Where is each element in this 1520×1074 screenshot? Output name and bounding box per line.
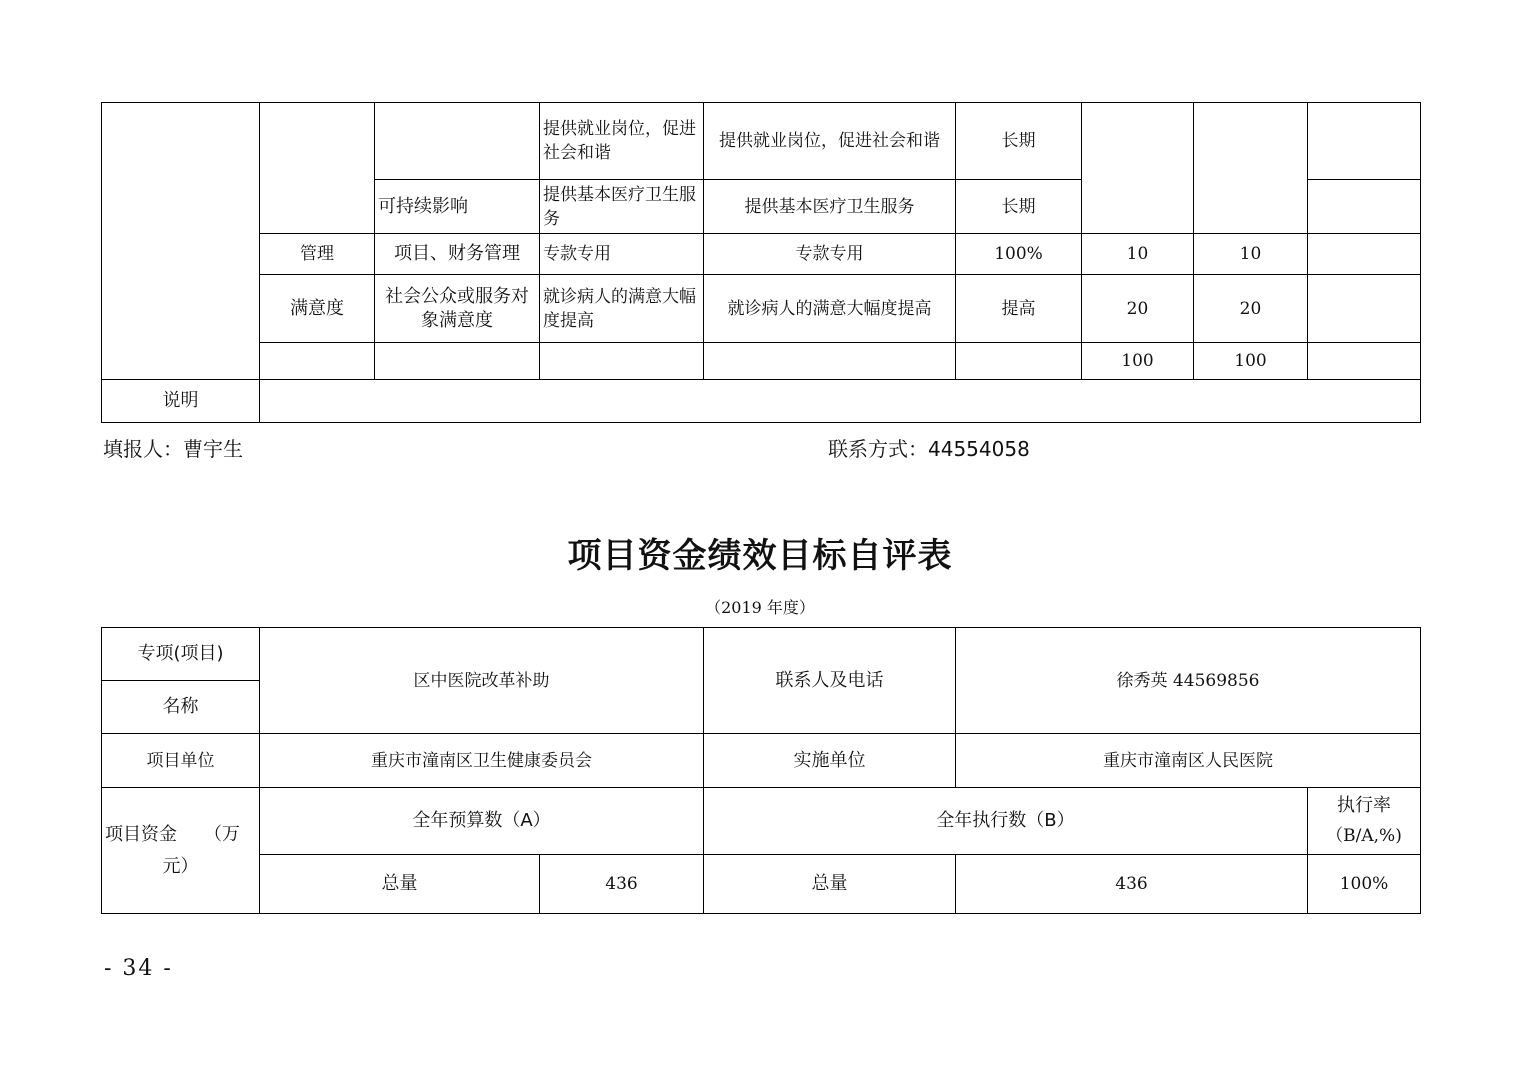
- value-cell: [956, 343, 1082, 380]
- execution-rate-value: 100%: [1308, 855, 1421, 914]
- execution-total-label: 总量: [704, 855, 956, 914]
- target-cell: [540, 343, 704, 380]
- project-name-label: 专项(项目): [102, 628, 260, 681]
- budget-total-label: 总量: [260, 855, 540, 914]
- note-cell: [1308, 234, 1421, 275]
- score-cell: 20: [1194, 275, 1308, 343]
- execution-total-value: 436: [956, 855, 1308, 914]
- note-cell: [1308, 180, 1421, 234]
- subcategory-cell: [260, 103, 375, 234]
- explanation-label: 说明: [102, 380, 260, 423]
- indicator-cell: [375, 343, 540, 380]
- unit-label: 项目单位: [102, 734, 260, 788]
- target-cell: 专款专用: [540, 234, 704, 275]
- actual-cell: [704, 343, 956, 380]
- rate-header-line1: 执行率: [1337, 795, 1391, 816]
- fund-label-line1: 项目资金 （万: [105, 823, 240, 845]
- target-cell: 就诊病人的满意大幅度提高: [540, 275, 704, 343]
- unit-value: 重庆市潼南区卫生健康委员会: [260, 734, 704, 788]
- value-cell: 提高: [956, 275, 1082, 343]
- note-cell: [1308, 275, 1421, 343]
- implementing-unit-value: 重庆市潼南区人民医院: [956, 734, 1421, 788]
- execution-header: 全年执行数（B）: [704, 788, 1308, 855]
- weight-cell: 20: [1082, 275, 1194, 343]
- year-subtitle: （2019 年度）: [705, 598, 815, 617]
- filler-name: 填报人：曹宇生: [103, 437, 243, 461]
- actual-cell: 就诊病人的满意大幅度提高: [704, 275, 956, 343]
- explanation-value: [260, 380, 1421, 423]
- value-cell: 长期: [956, 103, 1082, 180]
- score-cell: [1194, 103, 1308, 234]
- page-title: 项目资金绩效目标自评表: [567, 536, 953, 576]
- subcategory-cell: 管理: [260, 234, 375, 275]
- rate-header: [1308, 788, 1421, 855]
- score-total-cell: 100: [1194, 343, 1308, 380]
- actual-cell: 提供基本医疗卫生服务: [704, 180, 956, 234]
- value-cell: 长期: [956, 180, 1082, 234]
- weight-cell: [1082, 103, 1194, 234]
- indicator-cell: 可持续影响: [375, 180, 540, 234]
- indicator-cell: 项目、财务管理: [375, 234, 540, 275]
- note-cell: [1308, 343, 1421, 380]
- contact-value: 徐秀英 44569856: [956, 628, 1421, 734]
- contact-info: 联系方式：44554058: [828, 437, 1030, 461]
- rate-header-line2: （B/A,%): [1326, 826, 1402, 846]
- target-cell: 提供基本医疗卫生服务: [540, 180, 704, 234]
- fund-label-line2: 元）: [162, 855, 199, 877]
- implementing-unit-label: 实施单位: [704, 734, 956, 788]
- budget-total-value: 436: [540, 855, 704, 914]
- score-cell: 10: [1194, 234, 1308, 275]
- project-name-label-cont: 名称: [102, 681, 260, 734]
- subcategory-cell: 满意度: [260, 275, 375, 343]
- contact-label: 联系人及电话: [704, 628, 956, 734]
- indicator-cell: [375, 103, 540, 180]
- budget-header: 全年预算数（A）: [260, 788, 704, 855]
- self-evaluation-table: [101, 627, 1421, 914]
- weight-total-cell: 100: [1082, 343, 1194, 380]
- page-number: - 34 -: [104, 956, 173, 981]
- subcategory-cell: [260, 343, 375, 380]
- fund-label: [102, 788, 260, 914]
- actual-cell: 提供就业岗位，促进社会和谐: [704, 103, 956, 180]
- target-cell: 提供就业岗位，促进社会和谐: [540, 103, 704, 180]
- indicator-cell: 社会公众或服务对象满意度: [375, 275, 540, 343]
- weight-cell: 10: [1082, 234, 1194, 275]
- note-cell: [1308, 103, 1421, 180]
- project-name-value: 区中医院改革补助: [260, 628, 704, 734]
- value-cell: 100%: [956, 234, 1082, 275]
- category-cell: [102, 103, 260, 380]
- actual-cell: 专款专用: [704, 234, 956, 275]
- performance-indicator-table: [101, 102, 1421, 423]
